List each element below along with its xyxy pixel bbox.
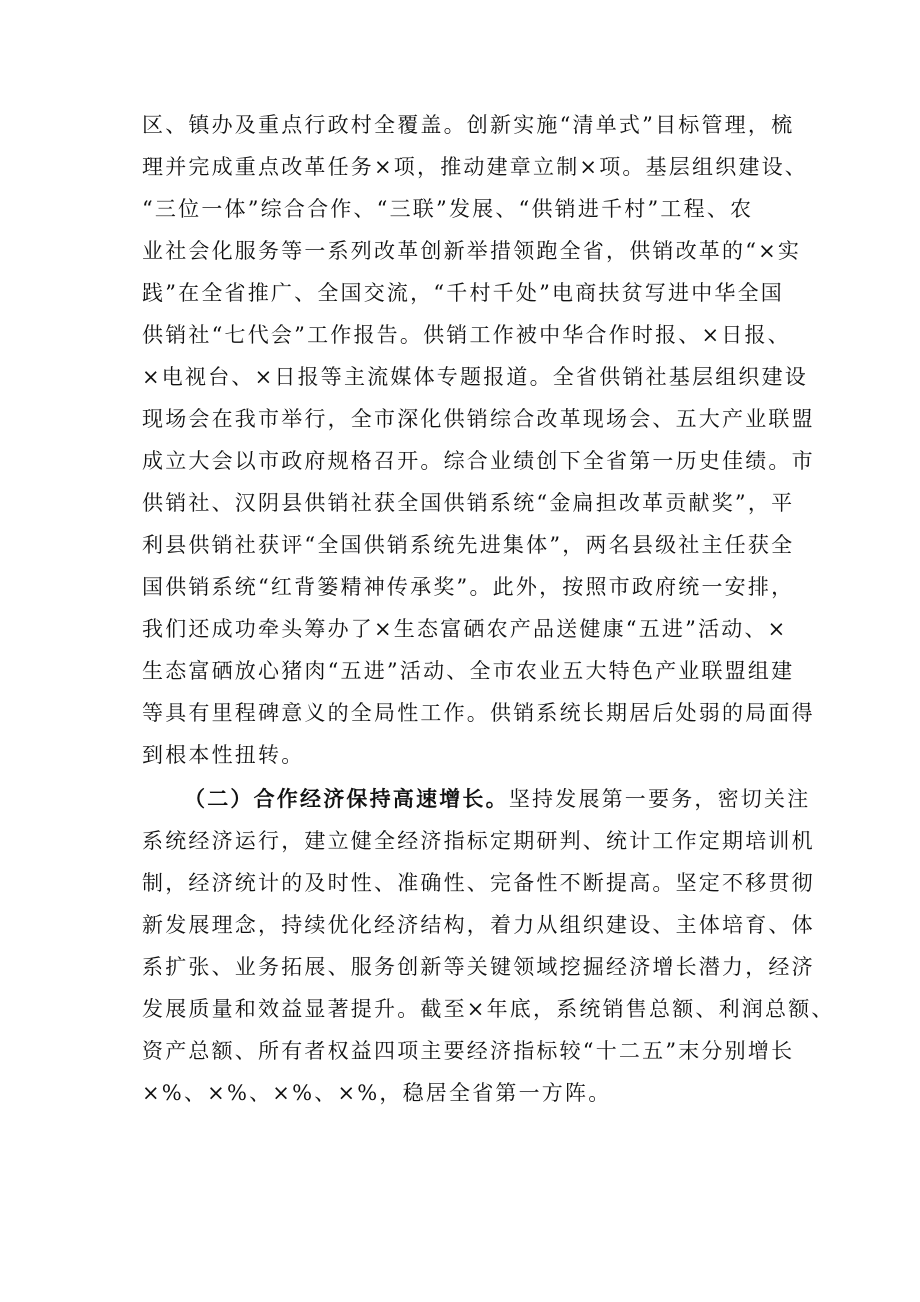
paragraph-2-line-6: 发展质量和效益显著提升。截至×年底，系统销售总额、利润总额、 <box>142 997 835 1021</box>
paragraph-1-line-12: 国供销系统“红背篓精神传承奖”。此外，按照市政府统一安排， <box>142 575 795 599</box>
paragraph-1-line-11: 利县供销社获评“全国供销系统先进集体”，两名县级社主任获全 <box>142 533 795 557</box>
section-heading: （二）合作经济保持高速增长。 <box>184 786 509 811</box>
paragraph-1-line-15: 等具有里程碑意义的全局性工作。供销系统长期居后处弱的局面得 <box>142 701 815 725</box>
paragraph-2-line-4: 新发展理念，持续优化经济结构，着力从组织建设、主体培育、体 <box>142 913 815 937</box>
paragraph-1-line-16: 到根本性扭转。 <box>142 743 305 767</box>
paragraph-1-line-2: 理并完成重点改革任务×项，推动建章立制×项。基层组织建设、 <box>142 155 808 179</box>
paragraph-2-line-3: 制，经济统计的及时性、准确性、完备性不断提高。坚定不移贯彻 <box>142 871 815 895</box>
paragraph-1-line-1: 区、镇办及重点行政村全覆盖。创新实施“清单式”目标管理，梳 <box>142 113 795 137</box>
paragraph-1-line-5: 践”在全省推广、全国交流，“千村千处”电商扶贫写进中华全国 <box>142 281 785 305</box>
paragraph-2-line-1-text: 坚持发展第一要务，密切关注 <box>508 787 811 811</box>
paragraph-1-line-3: “三位一体”综合合作、“三联”发展、“供销进千村”工程、农 <box>142 197 754 221</box>
paragraph-1-line-4: 业社会化服务等一系列改革创新举措领跑全省，供销改革的“×实 <box>142 239 802 263</box>
paragraph-1-line-10: 供销社、汉阴县供销社获全国供销系统“金扁担改革贡献奖”，平 <box>142 491 795 515</box>
paragraph-1-line-6: 供销社“七代会”工作报告。供销工作被中华合作时报、×日报、 <box>142 323 791 347</box>
paragraph-2-line-7: 资产总额、所有者权益四项主要经济指标较“十二五”末分别增长 <box>142 1039 795 1063</box>
paragraph-1-line-9: 成立大会以市政府规格召开。综合业绩创下全省第一历史佳绩。市 <box>142 449 815 473</box>
paragraph-1-line-14: 生态富硒放心猪肉“五进”活动、全市农业五大特色产业联盟组建 <box>142 659 795 683</box>
paragraph-1-line-8: 现场会在我市举行，全市深化供销综合改革现场会、五大产业联盟 <box>142 407 815 431</box>
paragraph-1-line-13: 我们还成功牵头筹办了×生态富硒农产品送健康“五进”活动、× <box>142 617 788 641</box>
paragraph-2-line-2: 系统经济运行，建立健全经济指标定期研判、统计工作定期培训机 <box>142 829 815 853</box>
paragraph-2-line-5: 系扩张、业务拓展、服务创新等关键领域挖掘经济增长潜力，经济 <box>142 955 815 979</box>
paragraph-2-line-1 <box>184 779 810 819</box>
paragraph-2-line-8: ×%、×%、×%、×%，稳居全省第一方阵。 <box>142 1081 612 1105</box>
paragraph-1-line-7: ×电视台、×日报等主流媒体专题报道。全省供销社基层组织建设 <box>142 365 808 389</box>
